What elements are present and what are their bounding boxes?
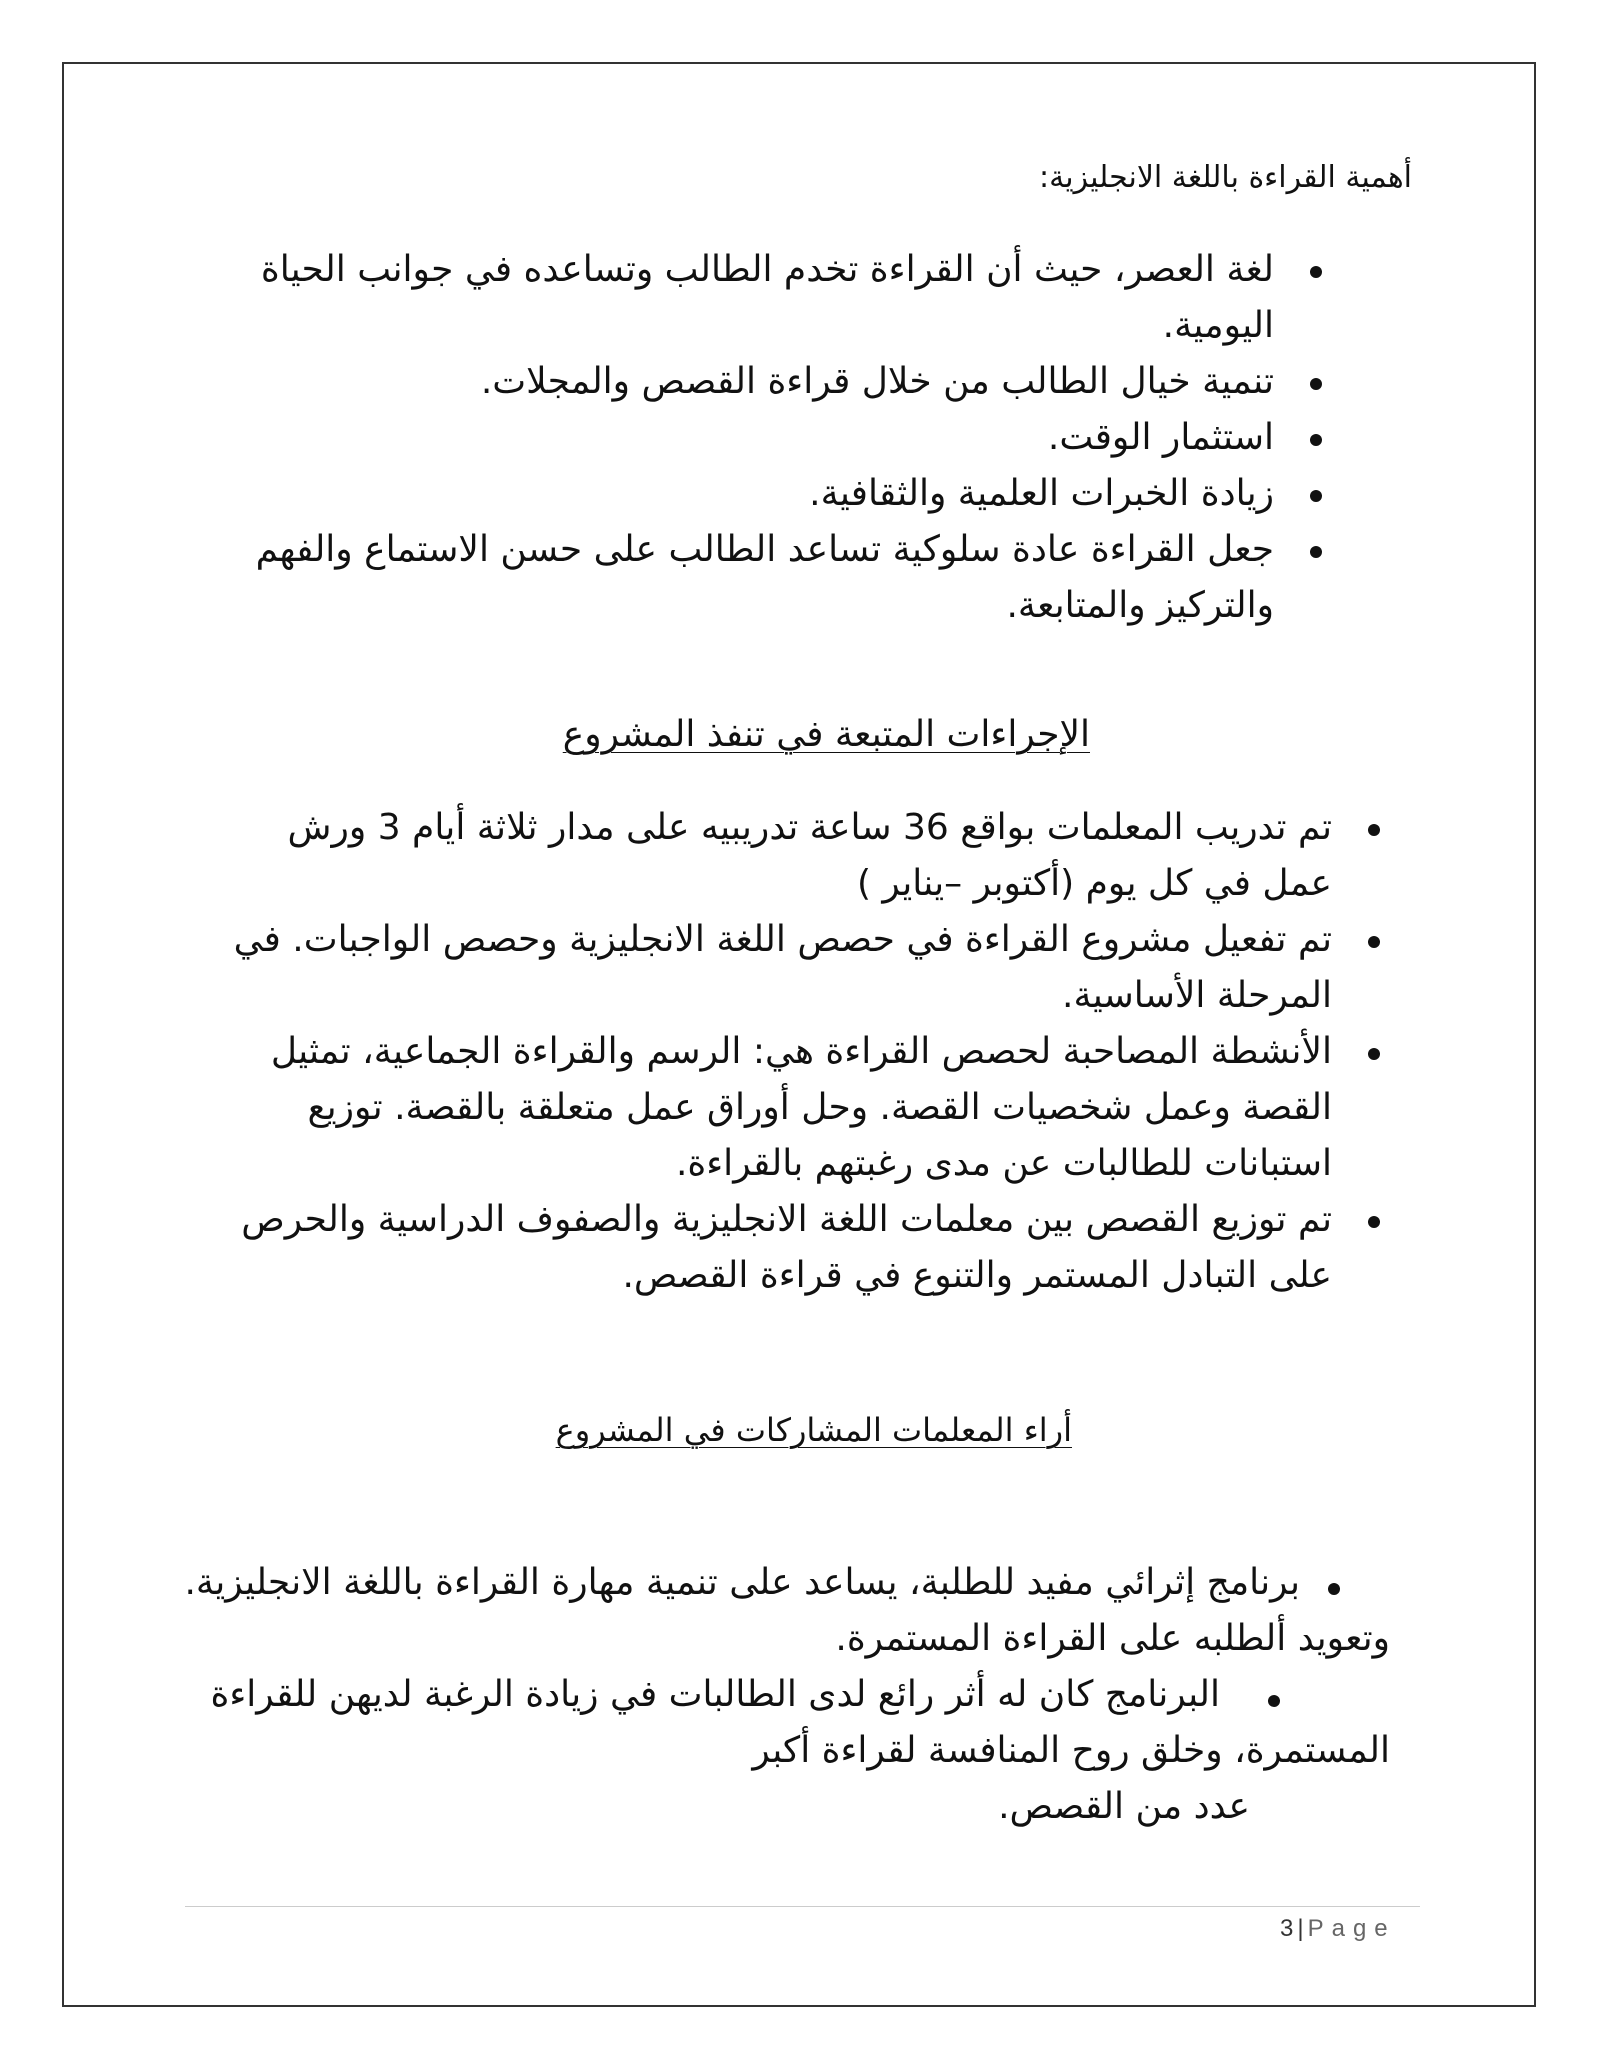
list-item: جعل القراءة عادة سلوكية تساعد الطالب على حسن الاستماع والفهم والتركيز والمتابعة. xyxy=(224,522,1334,634)
page-number: 3 xyxy=(1280,1915,1294,1942)
bullet-icon xyxy=(1310,378,1322,390)
list-item: البرنامج كان له أثر رائع لدى الطالبات في زيادة الرغبة لديهن للقراءة المستمرة، وخلق روح المنافسة لقراءة أكبر عدد من القصص. xyxy=(210,1674,1390,1827)
footer-separator: | xyxy=(1297,1915,1304,1942)
page-label: Page xyxy=(1307,1915,1396,1942)
bullet-icon xyxy=(1268,1695,1280,1707)
list-item: تم تفعيل مشروع القراءة في حصص اللغة الانجليزية وحصص الواجبات. في المرحلة الأساسية. xyxy=(222,912,1392,1024)
bullet-icon xyxy=(1310,546,1322,558)
list-item: زيادة الخبرات العلمية والثقافية. xyxy=(224,466,1334,522)
list-item: استثمار الوقت. xyxy=(224,410,1334,466)
opinions-heading: أراء المعلمات المشاركات في المشروع xyxy=(555,1411,1072,1449)
list-item: برنامج إثرائي مفيد للطلبة، يساعد على تنمية مهارة القراءة باللغة الانجليزية. وتعويد ألطلبه على القراءة المستمرة. xyxy=(184,1562,1390,1659)
opinions-list xyxy=(150,1555,1450,1835)
list-item: لغة العصر، حيث أن القراءة تخدم الطالب وتساعده في جوانب الحياة اليومية. xyxy=(224,242,1334,354)
footer-divider xyxy=(185,1906,1420,1907)
intro-heading: أهمية القراءة باللغة الانجليزية: xyxy=(1039,160,1412,195)
page-footer xyxy=(1280,1912,1480,1946)
list-item: تم تدريب المعلمات بواقع 36 ساعة تدريبيه على مدار ثلاثة أيام 3 ورش عمل في كل يوم (أكتوبر –يناير ) xyxy=(222,800,1392,912)
bullet-icon xyxy=(1310,266,1322,278)
procedures-heading: الإجراءات المتبعة في تنفذ المشروع xyxy=(562,714,1090,755)
list-item: تم توزيع القصص بين معلمات اللغة الانجليزية والصفوف الدراسية والحرص على التبادل المستمر والتنوع في قراءة القصص. xyxy=(222,1192,1392,1304)
bullet-icon xyxy=(1328,1583,1340,1595)
bullet-icon xyxy=(1368,1216,1380,1228)
bullet-icon xyxy=(1368,1048,1380,1060)
importance-list xyxy=(224,242,1334,634)
bullet-icon xyxy=(1310,490,1322,502)
bullet-icon xyxy=(1368,936,1380,948)
list-item: الأنشطة المصاحبة لحصص القراءة هي: الرسم والقراءة الجماعية، تمثيل القصة وعمل شخصيات القصة. وحل أوراق عمل متعلقة بالقصة. توزيع استبانات للطالبات عن مدى رغبتهم بالقراءة. xyxy=(222,1024,1392,1192)
list-item: تنمية خيال الطالب من خلال قراءة القصص والمجلات. xyxy=(224,354,1334,410)
bullet-icon xyxy=(1368,824,1380,836)
procedures-list xyxy=(222,800,1392,1304)
bullet-icon xyxy=(1310,434,1322,446)
